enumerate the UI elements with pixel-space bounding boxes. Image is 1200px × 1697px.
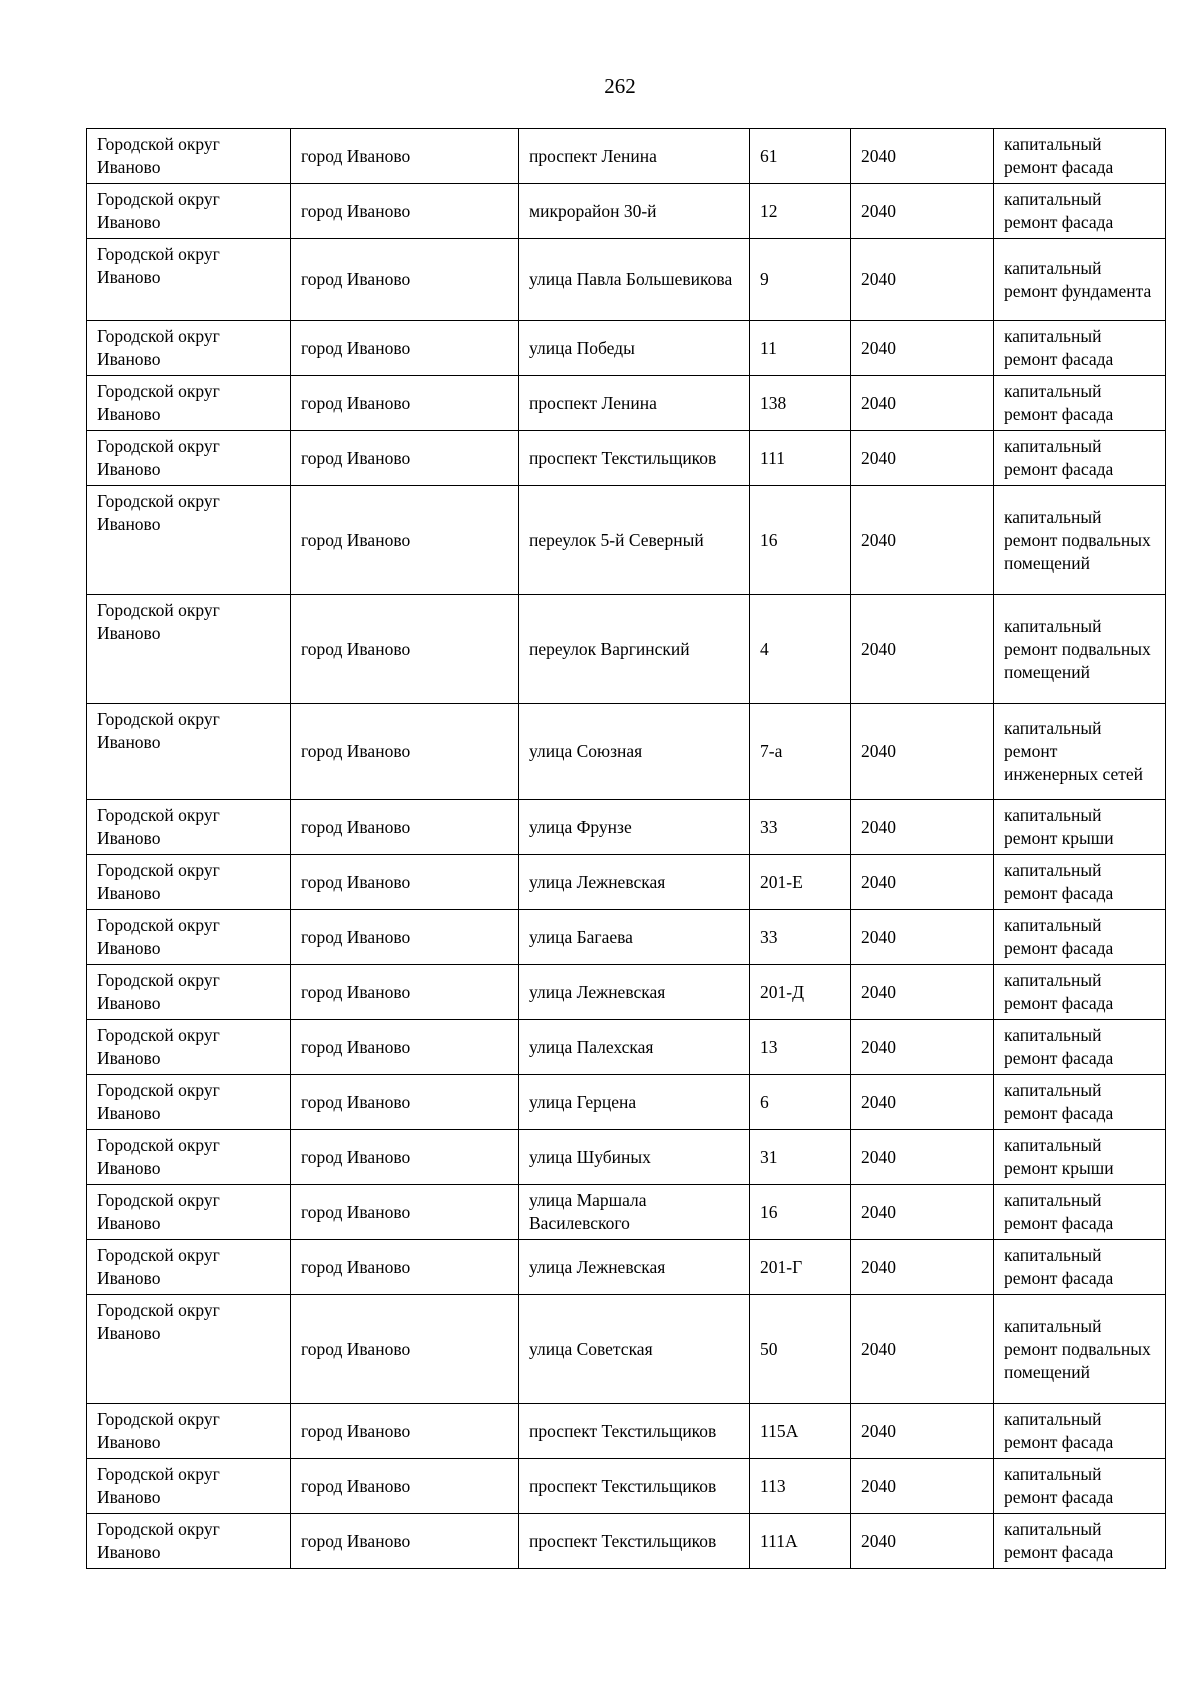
cell-street: переулок 5-й Северный — [519, 486, 750, 595]
cell-district: Городской округ Иваново — [87, 486, 291, 595]
cell-street: улица Палехская — [519, 1020, 750, 1075]
cell-house-number: 4 — [750, 595, 851, 704]
cell-locality: город Иваново — [291, 1185, 519, 1240]
cell-street: улица Советская — [519, 1295, 750, 1404]
cell-district: Городской округ Иваново — [87, 184, 291, 239]
cell-locality: город Иваново — [291, 239, 519, 321]
cell-locality: город Иваново — [291, 910, 519, 965]
repair-schedule-table — [86, 128, 1166, 1569]
cell-locality: город Иваново — [291, 595, 519, 704]
table-row — [87, 1459, 1166, 1514]
cell-work-type: капитальный ремонт инженерных сетей — [994, 704, 1166, 800]
cell-street: проспект Текстильщиков — [519, 431, 750, 486]
cell-year: 2040 — [851, 910, 994, 965]
cell-year: 2040 — [851, 1240, 994, 1295]
cell-work-type: капитальный ремонт фасада — [994, 1075, 1166, 1130]
cell-work-type: капитальный ремонт подвальных помещений — [994, 1295, 1166, 1404]
cell-year: 2040 — [851, 704, 994, 800]
cell-year: 2040 — [851, 376, 994, 431]
cell-house-number: 201-Д — [750, 965, 851, 1020]
cell-street: улица Лежневская — [519, 1240, 750, 1295]
cell-house-number: 138 — [750, 376, 851, 431]
cell-locality: город Иваново — [291, 321, 519, 376]
cell-house-number: 12 — [750, 184, 851, 239]
cell-street: проспект Ленина — [519, 129, 750, 184]
cell-house-number: 201-Е — [750, 855, 851, 910]
cell-district: Городской округ Иваново — [87, 1295, 291, 1404]
cell-work-type: капитальный ремонт фундамента — [994, 239, 1166, 321]
cell-district: Городской округ Иваново — [87, 376, 291, 431]
cell-locality: город Иваново — [291, 486, 519, 595]
cell-district: Городской округ Иваново — [87, 129, 291, 184]
cell-district: Городской округ Иваново — [87, 1514, 291, 1569]
cell-locality: город Иваново — [291, 184, 519, 239]
cell-house-number: 115А — [750, 1404, 851, 1459]
cell-house-number: 13 — [750, 1020, 851, 1075]
cell-house-number: 6 — [750, 1075, 851, 1130]
cell-year: 2040 — [851, 1404, 994, 1459]
cell-district: Городской округ Иваново — [87, 431, 291, 486]
cell-house-number: 7-а — [750, 704, 851, 800]
cell-work-type: капитальный ремонт фасада — [994, 184, 1166, 239]
cell-locality: город Иваново — [291, 1020, 519, 1075]
table-row — [87, 129, 1166, 184]
cell-house-number: 33 — [750, 910, 851, 965]
cell-year: 2040 — [851, 800, 994, 855]
cell-year: 2040 — [851, 965, 994, 1020]
table-body — [87, 129, 1166, 1569]
cell-district: Городской округ Иваново — [87, 1185, 291, 1240]
table-row — [87, 1185, 1166, 1240]
cell-street: улица Победы — [519, 321, 750, 376]
table-row — [87, 1514, 1166, 1569]
cell-house-number: 111А — [750, 1514, 851, 1569]
cell-locality: город Иваново — [291, 1130, 519, 1185]
cell-house-number: 9 — [750, 239, 851, 321]
cell-locality: город Иваново — [291, 1240, 519, 1295]
cell-locality: город Иваново — [291, 965, 519, 1020]
cell-year: 2040 — [851, 595, 994, 704]
cell-street: улица Союзная — [519, 704, 750, 800]
cell-year: 2040 — [851, 1130, 994, 1185]
cell-work-type: капитальный ремонт фасада — [994, 376, 1166, 431]
cell-house-number: 113 — [750, 1459, 851, 1514]
cell-work-type: капитальный ремонт фасада — [994, 1404, 1166, 1459]
cell-locality: город Иваново — [291, 1459, 519, 1514]
cell-street: переулок Варгинский — [519, 595, 750, 704]
table-row — [87, 855, 1166, 910]
cell-street: микрорайон 30-й — [519, 184, 750, 239]
cell-year: 2040 — [851, 1514, 994, 1569]
cell-house-number: 33 — [750, 800, 851, 855]
cell-street: улица Лежневская — [519, 965, 750, 1020]
cell-district: Городской округ Иваново — [87, 1404, 291, 1459]
cell-house-number: 111 — [750, 431, 851, 486]
cell-work-type: капитальный ремонт фасада — [994, 321, 1166, 376]
table-row — [87, 1295, 1166, 1404]
table-row — [87, 1404, 1166, 1459]
cell-district: Городской округ Иваново — [87, 1130, 291, 1185]
table-row — [87, 965, 1166, 1020]
cell-locality: город Иваново — [291, 431, 519, 486]
cell-street: улица Герцена — [519, 1075, 750, 1130]
cell-locality: город Иваново — [291, 1404, 519, 1459]
cell-street: улица Багаева — [519, 910, 750, 965]
cell-street: проспект Текстильщиков — [519, 1404, 750, 1459]
cell-year: 2040 — [851, 431, 994, 486]
cell-locality: город Иваново — [291, 800, 519, 855]
table-row — [87, 1075, 1166, 1130]
table-row — [87, 376, 1166, 431]
cell-work-type: капитальный ремонт фасада — [994, 1459, 1166, 1514]
cell-locality: город Иваново — [291, 376, 519, 431]
cell-work-type: капитальный ремонт фасада — [994, 855, 1166, 910]
cell-street: проспект Ленина — [519, 376, 750, 431]
cell-work-type: капитальный ремонт фасада — [994, 129, 1166, 184]
cell-year: 2040 — [851, 1295, 994, 1404]
cell-year: 2040 — [851, 1459, 994, 1514]
cell-locality: город Иваново — [291, 1295, 519, 1404]
cell-district: Городской округ Иваново — [87, 239, 291, 321]
table-row — [87, 239, 1166, 321]
cell-street: улица Фрунзе — [519, 800, 750, 855]
cell-district: Городской округ Иваново — [87, 1020, 291, 1075]
cell-street: улица Маршала Василевского — [519, 1185, 750, 1240]
cell-district: Городской округ Иваново — [87, 1240, 291, 1295]
table-row — [87, 184, 1166, 239]
cell-year: 2040 — [851, 239, 994, 321]
cell-year: 2040 — [851, 129, 994, 184]
cell-house-number: 61 — [750, 129, 851, 184]
table-row — [87, 1240, 1166, 1295]
cell-house-number: 31 — [750, 1130, 851, 1185]
cell-street: улица Павла Большевикова — [519, 239, 750, 321]
table-row — [87, 321, 1166, 376]
cell-work-type: капитальный ремонт фасада — [994, 1020, 1166, 1075]
table-row — [87, 486, 1166, 595]
cell-locality: город Иваново — [291, 1075, 519, 1130]
cell-street: проспект Текстильщиков — [519, 1459, 750, 1514]
cell-work-type: капитальный ремонт фасада — [994, 431, 1166, 486]
cell-district: Городской округ Иваново — [87, 1075, 291, 1130]
table-row — [87, 800, 1166, 855]
cell-street: улица Шубиных — [519, 1130, 750, 1185]
cell-street: проспект Текстильщиков — [519, 1514, 750, 1569]
cell-house-number: 16 — [750, 486, 851, 595]
table-row — [87, 704, 1166, 800]
cell-district: Городской округ Иваново — [87, 910, 291, 965]
cell-work-type: капитальный ремонт крыши — [994, 1130, 1166, 1185]
cell-work-type: капитальный ремонт подвальных помещений — [994, 595, 1166, 704]
cell-district: Городской округ Иваново — [87, 704, 291, 800]
cell-work-type: капитальный ремонт фасада — [994, 1514, 1166, 1569]
cell-district: Городской округ Иваново — [87, 855, 291, 910]
table-row — [87, 431, 1166, 486]
cell-house-number: 50 — [750, 1295, 851, 1404]
table-row — [87, 910, 1166, 965]
cell-work-type: капитальный ремонт подвальных помещений — [994, 486, 1166, 595]
cell-district: Городской округ Иваново — [87, 595, 291, 704]
cell-work-type: капитальный ремонт крыши — [994, 800, 1166, 855]
cell-house-number: 11 — [750, 321, 851, 376]
cell-locality: город Иваново — [291, 129, 519, 184]
table-row — [87, 1020, 1166, 1075]
cell-district: Городской округ Иваново — [87, 965, 291, 1020]
cell-year: 2040 — [851, 1020, 994, 1075]
cell-year: 2040 — [851, 184, 994, 239]
table-row — [87, 595, 1166, 704]
cell-locality: город Иваново — [291, 704, 519, 800]
cell-year: 2040 — [851, 1185, 994, 1240]
cell-year: 2040 — [851, 321, 994, 376]
cell-work-type: капитальный ремонт фасада — [994, 910, 1166, 965]
cell-street: улица Лежневская — [519, 855, 750, 910]
cell-house-number: 201-Г — [750, 1240, 851, 1295]
cell-work-type: капитальный ремонт фасада — [994, 1185, 1166, 1240]
cell-locality: город Иваново — [291, 1514, 519, 1569]
cell-district: Городской округ Иваново — [87, 1459, 291, 1514]
cell-locality: город Иваново — [291, 855, 519, 910]
cell-work-type: капитальный ремонт фасада — [994, 1240, 1166, 1295]
cell-house-number: 16 — [750, 1185, 851, 1240]
cell-district: Городской округ Иваново — [87, 800, 291, 855]
cell-year: 2040 — [851, 1075, 994, 1130]
cell-work-type: капитальный ремонт фасада — [994, 965, 1166, 1020]
cell-district: Городской округ Иваново — [87, 321, 291, 376]
cell-year: 2040 — [851, 855, 994, 910]
table-row — [87, 1130, 1166, 1185]
cell-year: 2040 — [851, 486, 994, 595]
page-number: 262 — [604, 74, 636, 98]
